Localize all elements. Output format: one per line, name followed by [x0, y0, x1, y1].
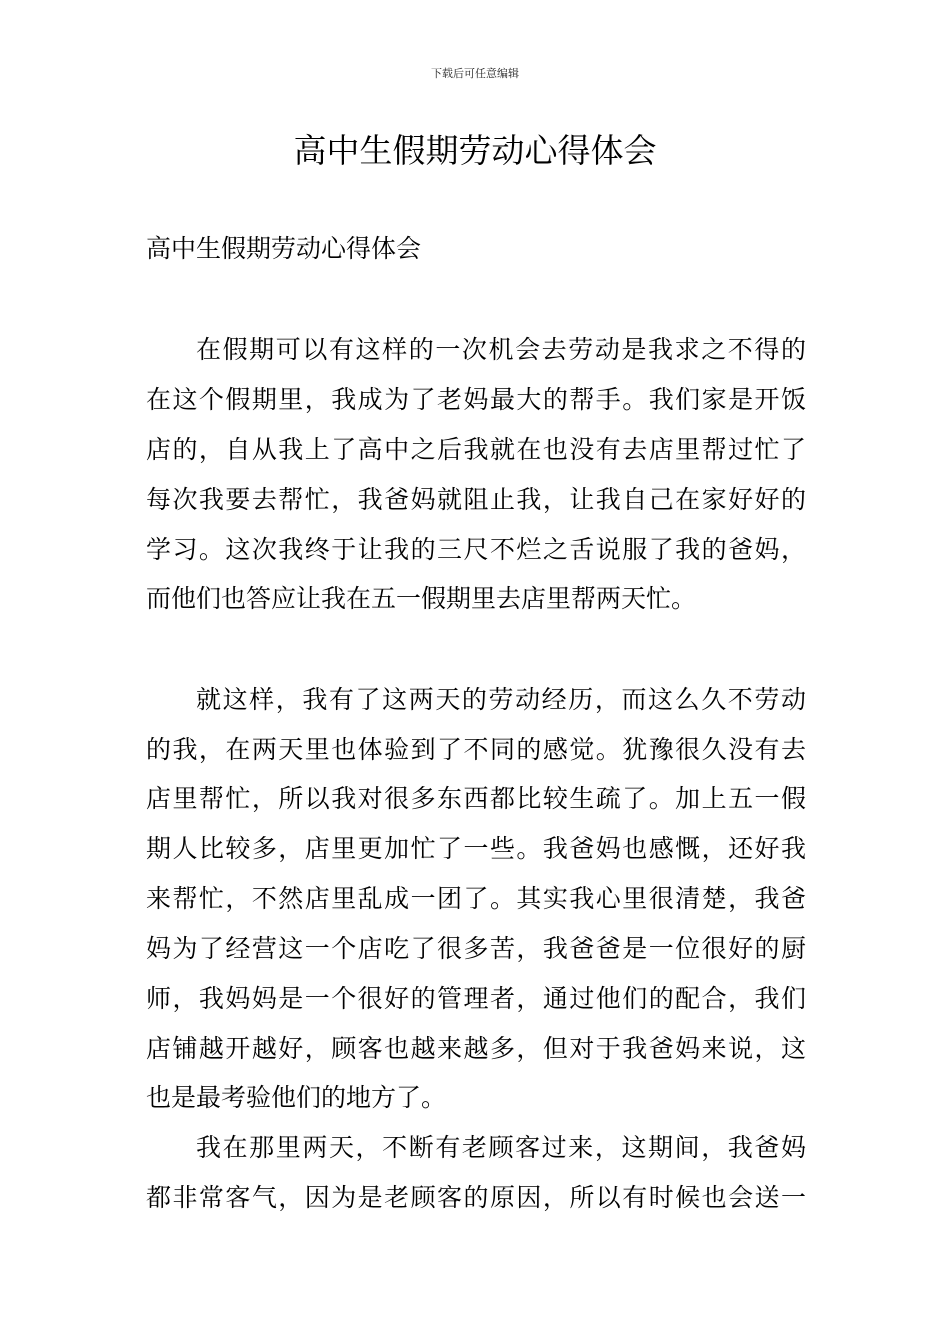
paragraph-line: 都非常客气，因为是老顾客的原因，所以有时候也会送一 [146, 1183, 806, 1212]
paragraph-line: 店铺越开越好，顾客也越来越多，但对于我爸妈来说，这 [146, 1034, 806, 1063]
paragraph-line: 在假期可以有这样的一次机会去劳动是我求之不得的 [196, 335, 806, 364]
paragraph-line: 就这样，我有了这两天的劳动经历，而这么久不劳动 [196, 685, 806, 714]
paragraph-line: 也是最考验他们的地方了。 [146, 1083, 447, 1112]
paragraph-line: 来帮忙，不然店里乱成一团了。其实我心里很清楚，我爸 [146, 884, 806, 913]
paragraph-line: 我在那里两天，不断有老顾客过来，这期间，我爸妈 [196, 1133, 806, 1162]
document-subtitle: 高中生假期劳动心得体会 [146, 234, 422, 263]
paragraph-line: 的我，在两天里也体验到了不同的感觉。犹豫很久没有去 [146, 735, 806, 764]
paragraph-line: 店里帮忙，所以我对很多东西都比较生疏了。加上五一假 [146, 784, 806, 813]
paragraph-line: 店的，自从我上了高中之后我就在也没有去店里帮过忙了 [146, 435, 806, 464]
paragraph-line: 期人比较多，店里更加忙了一些。我爸妈也感慨，还好我 [146, 834, 806, 863]
paragraph-line: 妈为了经营这一个店吃了很多苦，我爸爸是一位很好的厨 [146, 934, 806, 963]
paragraph-line: 师，我妈妈是一个很好的管理者，通过他们的配合，我们 [146, 984, 806, 1013]
document-title: 高中生假期劳动心得体会 [293, 131, 657, 170]
header-note: 下载后可任意编辑 [431, 67, 519, 80]
paragraph-line: 每次我要去帮忙，我爸妈就阻止我，让我自己在家好好的 [146, 485, 806, 514]
paragraph-line: 而他们也答应让我在五一假期里去店里帮两天忙。 [146, 584, 697, 613]
paragraph-line: 在这个假期里，我成为了老妈最大的帮手。我们家是开饭 [146, 385, 806, 414]
paragraph-line: 学习。这次我终于让我的三尺不烂之舌说服了我的爸妈， [146, 535, 806, 564]
